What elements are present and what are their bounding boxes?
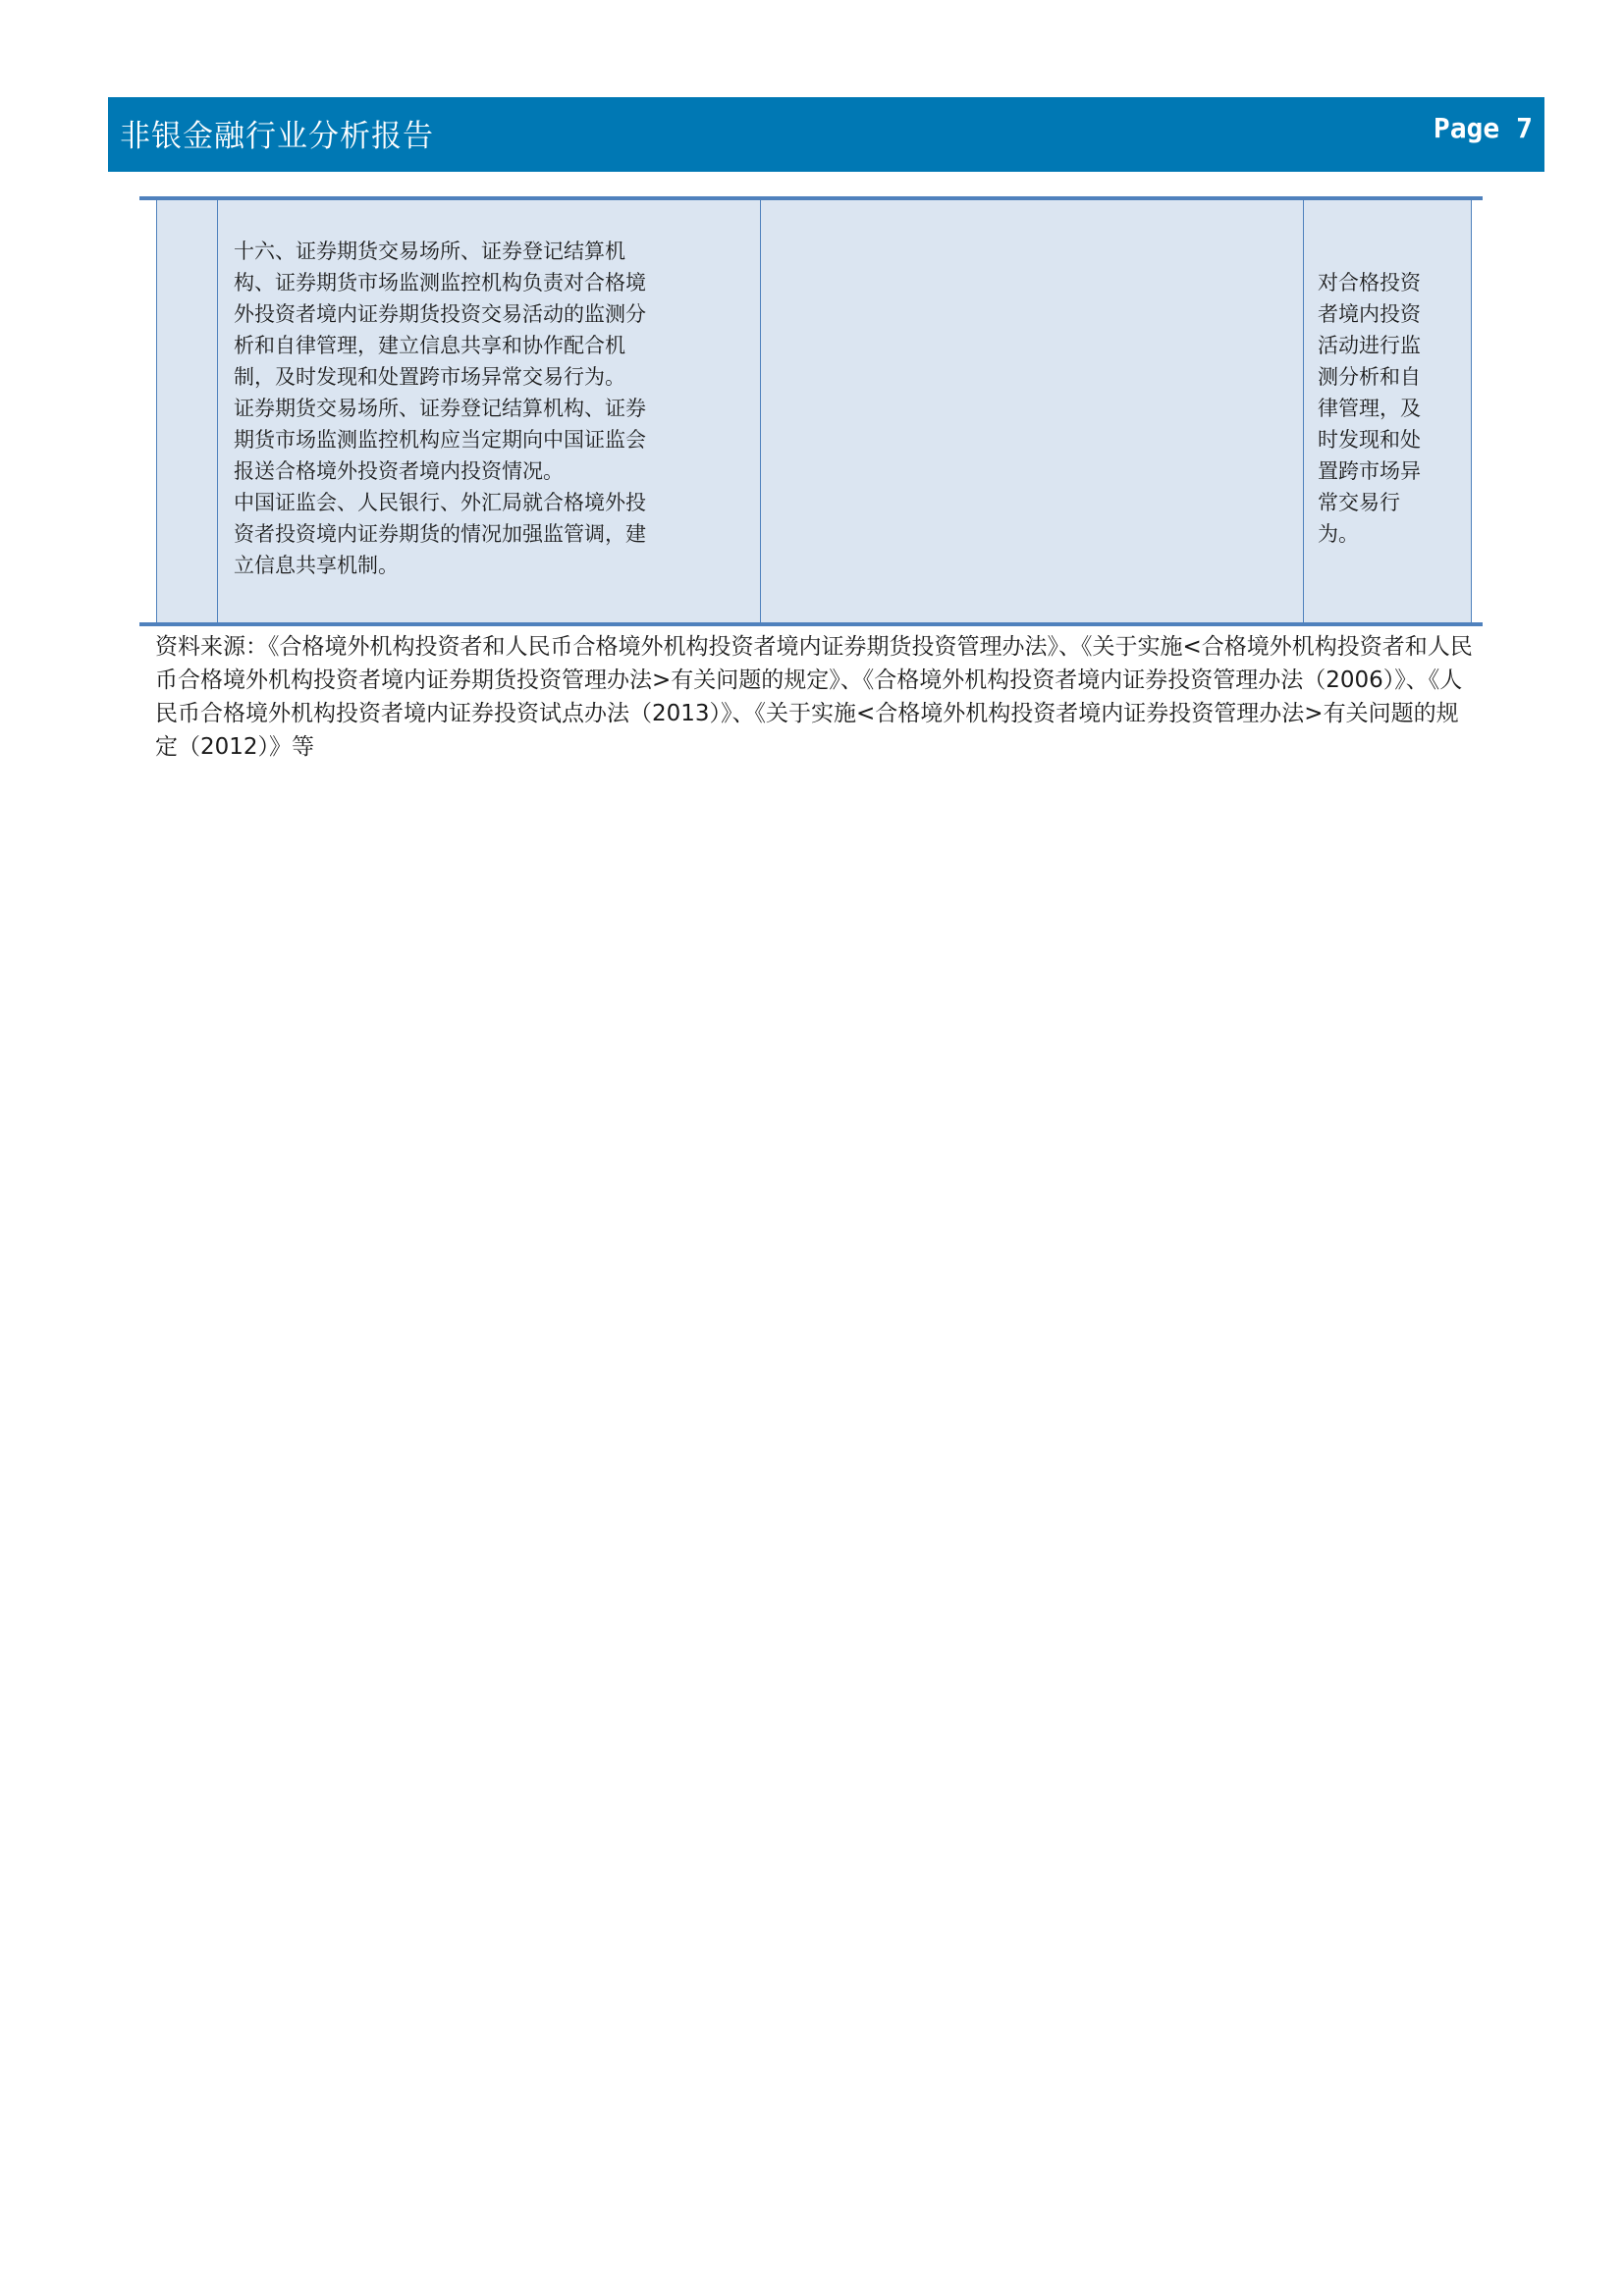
table-cell-summary xyxy=(1304,200,1472,622)
report-title: 非银金融行业分析报告 xyxy=(120,119,434,154)
cell-text: 对合格投资 者境内投资 活动进行监 测分析和自 律管理，及 时发现和处 置跨市场异 常交易行 为。 xyxy=(1318,271,1421,546)
cell-text: 十六、证券期货交易场所、证券登记结算机 构、证券期货市场监测监控机构负责对合格境 外投资者境内证券期货投资交易活动的监测分 析和自律管理，建立信息共享和协作配合机 制，及时发现和处置跨市场异常交易行为。 证券期货交易场所、证券登记结算机构、证券 期货市场监测监控机构应当定期向中国证监会 报送合格境外投资者境内投资情况。 中国证监会、人民银行、外汇局就合格境外投 资者投资境内证券期货的情况加强监管调，建 立信息共享机制。 xyxy=(234,240,646,577)
table-cell-provision xyxy=(218,200,761,622)
page-number: Page 7 xyxy=(1433,112,1533,144)
regulation-table xyxy=(139,196,1483,626)
table-cell-comparison xyxy=(761,200,1304,622)
report-header xyxy=(108,97,1544,172)
source-note: 资料来源：《合格境外机构投资者和人民币合格境外机构投资者境内证券期货投资管理办法》、《关于实施<合格境外机构投资者和人民币合格境外机构投资者境内证券期货投资管理办法>有关问题的规定》、《合格境外机构投资者境内证券投资管理办法（2006）》、《人民币合格境外机构投资者境内证券投资试点办法（2013）》、《关于实施<合格境外机构投资者境内证券投资管理办法>有关问题的规定（2012）》等 xyxy=(155,634,1473,760)
table-row xyxy=(156,200,1472,622)
table-cell-index xyxy=(156,200,218,622)
